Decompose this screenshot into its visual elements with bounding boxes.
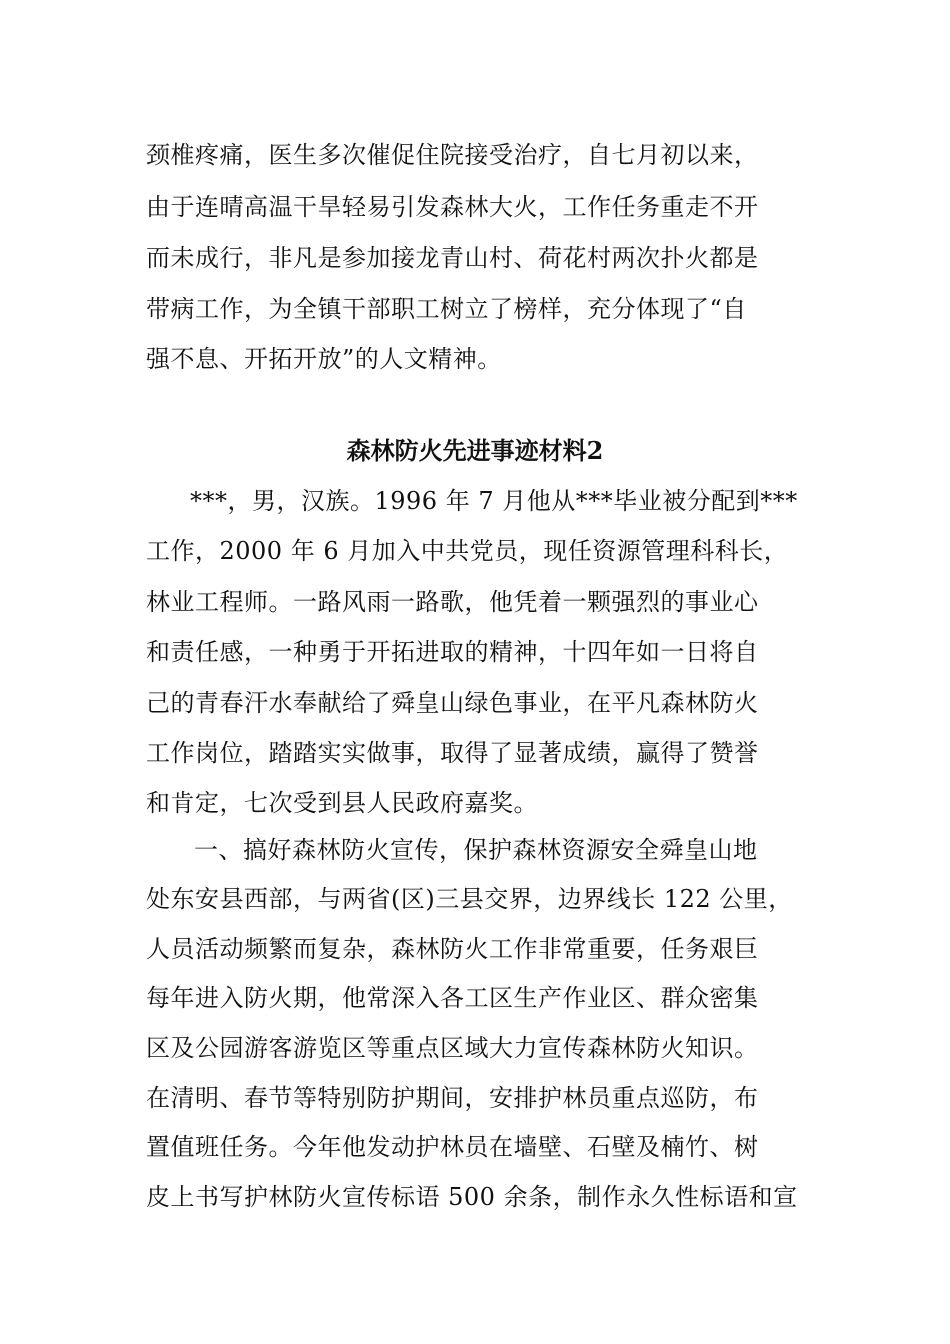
paragraph-line: 工作岗位，踏踏实实做事，取得了显著成绩，赢得了赞誉 xyxy=(146,739,759,767)
paragraph-line: 林业工程师。一路风雨一路歌，他凭着一颗强烈的事业心 xyxy=(146,588,759,616)
paragraph-line: 而未成行，非凡是参加接龙青山村、荷花村两次扑火都是 xyxy=(146,244,759,272)
paragraph-line: 置值班任务。今年他发动护林员在墙壁、石壁及楠竹、树 xyxy=(146,1133,759,1161)
paragraph-line: 区及公园游客游览区等重点区域大力宣传森林防火知识。 xyxy=(146,1034,759,1062)
paragraph-line: 在清明、春节等特别防护期间，安排护林员重点巡防，布 xyxy=(146,1084,759,1112)
paragraph-line: 和肯定，七次受到县人民政府嘉奖。 xyxy=(146,789,538,817)
paragraph-line: 带病工作，为全镇干部职工树立了榜样，充分体现了“自 xyxy=(146,295,747,323)
paragraph-line: 每年进入防火期，他常深入各工区生产作业区、群众密集 xyxy=(146,984,759,1012)
paragraph-line: 颈椎疼痛，医生多次催促住院接受治疗，自七月初以来， xyxy=(146,141,759,169)
paragraph-line: 一、搞好森林防火宣传，保护森林资源安全舜皇山地 xyxy=(194,836,758,864)
paragraph-line: 强不息、开拓开放”的人文精神。 xyxy=(146,345,502,373)
paragraph-line: 人员活动频繁而复杂，森林防火工作非常重要，任务艰巨 xyxy=(146,935,759,963)
paragraph-line: 皮上书写护林防火宣传标语 500 余条，制作永久性标语和宣 xyxy=(146,1183,798,1211)
paragraph-line: 和责任感，一种勇于开拓进取的精神，十四年如一日将自 xyxy=(146,638,759,666)
paragraph-line: ***，男，汉族。1996 年 7 月他从***毕业被分配到*** xyxy=(190,487,798,515)
section-title: 森林防火先进事迹材料2 xyxy=(346,436,604,465)
paragraph-line: 由于连晴高温干旱轻易引发森林大火，工作任务重走不开 xyxy=(146,193,759,221)
paragraph-line: 工作，2000 年 6 月加入中共党员，现任资源管理科科长， xyxy=(146,537,789,565)
paragraph-line: 己的青春汗水奉献给了舜皇山绿色事业，在平凡森林防火 xyxy=(146,689,759,717)
paragraph-line: 处东安县西部，与两省(区)三县交界，边界线长 122 公里， xyxy=(146,885,793,913)
